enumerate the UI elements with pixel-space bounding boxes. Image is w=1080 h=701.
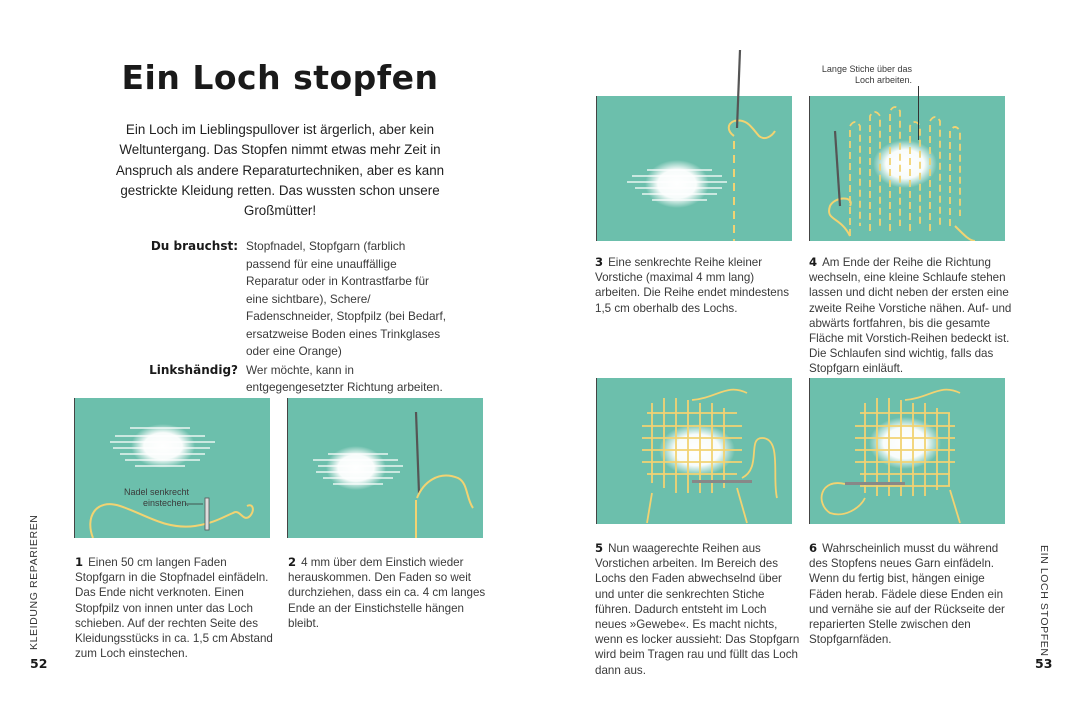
requirement-text: Wer möchte, kann in entgegengesetzter Richtung arbeiten. bbox=[246, 362, 443, 394]
step-text: Einen 50 cm langen Faden Stopfgarn in die Stopfnadel einfädeln. Das Ende nicht verknoten. Einen Stopfpilz von innen unter das Loch schieben. Auf der rechten Seite des Kleidungsstücks in ca. 1,5 cm Abstand zum Loch einstechen. bbox=[75, 556, 273, 661]
callout-pointer bbox=[918, 86, 919, 140]
illustration-step-3 bbox=[597, 96, 792, 241]
step-number: 1 bbox=[75, 555, 84, 569]
requirement-label: Du brauchst: bbox=[150, 239, 238, 253]
illustration-step-2 bbox=[288, 398, 483, 538]
requirement-text: Stopfnadel, Stopfgarn (farblich passend für eine unauffällige Reparatur oder in Kontrastfarbe für eine sichtbare), Schere/ Fadenschneider, Stopfpilz (bei Bedarf, ersatzweise Boden eines Trinkglases oder eine Orange) bbox=[246, 239, 447, 358]
running-head-right: EIN LOCH STOPFEN bbox=[1038, 545, 1050, 657]
requirement-label: Linkshändig? bbox=[149, 362, 238, 377]
intro-paragraph: Ein Loch im Lieblingspullover ist ärgerlich, aber kein Weltuntergang. Das Stopfen nimmt etwas mehr Zeit in Anspruch als andere Reparaturtechniken, aber es kann gestrickte Kleidung retten. Das wussten schon unsere Großmütter! bbox=[115, 122, 445, 219]
step-4 bbox=[809, 255, 1014, 377]
step-text: Wahrscheinlich musst du während des Stopfens neues Garn einfädeln. Wenn du fertig bist, hängen einige Fäden herab. Fädele diese Enden ein und vernähe sie auf der Rückseite der reparierten Stelle zwischen den Stopfgarnfäden. bbox=[809, 542, 1005, 647]
page-number-right: 53 bbox=[1035, 656, 1053, 671]
callout-long-stitches: Lange Stiche über das Loch arbeiten. bbox=[821, 64, 912, 85]
step-1 bbox=[75, 555, 275, 661]
callout-needle: Nadel senkrecht einstechen. bbox=[123, 487, 189, 508]
requirement-materials bbox=[140, 238, 480, 361]
step-3 bbox=[595, 255, 795, 316]
illustration-step-1 bbox=[75, 398, 270, 538]
step-text: Nun waagerechte Reihen aus Vorstichen arbeiten. Im Bereich des Lochs den Faden abwechselnd über und unter die senkrechten Stiche führen. Dadurch entsteht im Loch neues »Gewebe«. Es macht nichts, wenn es locker aussieht: Das Stopfgarn wird beim Tragen rau und füllt das Loch dann aus. bbox=[595, 542, 800, 677]
step-number: 4 bbox=[809, 255, 818, 269]
step-number: 3 bbox=[595, 255, 604, 269]
illustration-step-5 bbox=[597, 378, 792, 524]
step-2 bbox=[288, 555, 488, 631]
illustration-step-4 bbox=[810, 96, 1005, 241]
step-text: Am Ende der Reihe die Richtung wechseln, eine kleine Schlaufe stehen lassen und dicht neben der ersten eine zweite Reihe Vorstiche nähen. Auf- und abwärts fortfahren, bis die gesamte Fläche mit Vorstich-Reihen bedeckt ist. Die Schlaufen sind wichtig, falls das Stopfgarn einläuft. bbox=[809, 256, 1012, 376]
step-6 bbox=[809, 541, 1014, 647]
illustration-step-6 bbox=[810, 378, 1005, 524]
page-number-left: 52 bbox=[30, 656, 48, 671]
needle-icon bbox=[728, 50, 748, 130]
step-5 bbox=[595, 541, 800, 678]
requirement-lefthanded bbox=[140, 362, 480, 397]
step-number: 2 bbox=[288, 555, 297, 569]
step-number: 5 bbox=[595, 541, 604, 555]
running-head-left: KLEIDUNG REPARIEREN bbox=[28, 514, 40, 650]
step-number: 6 bbox=[809, 541, 818, 555]
page-title: Ein Loch stopfen bbox=[121, 58, 439, 97]
step-text: 4 mm über dem Einstich wieder herauskommen. Den Faden so weit durchziehen, dass ein ca. 4 cm langes Ende an der Einstichstelle hängen bleibt. bbox=[288, 556, 486, 630]
step-text: Eine senkrechte Reihe kleiner Vorstiche (maximal 4 mm lang) arbeiten. Die Reihe endet mindestens 1,5 cm oberhalb des Lochs. bbox=[595, 256, 789, 315]
requirements-list bbox=[140, 238, 480, 398]
